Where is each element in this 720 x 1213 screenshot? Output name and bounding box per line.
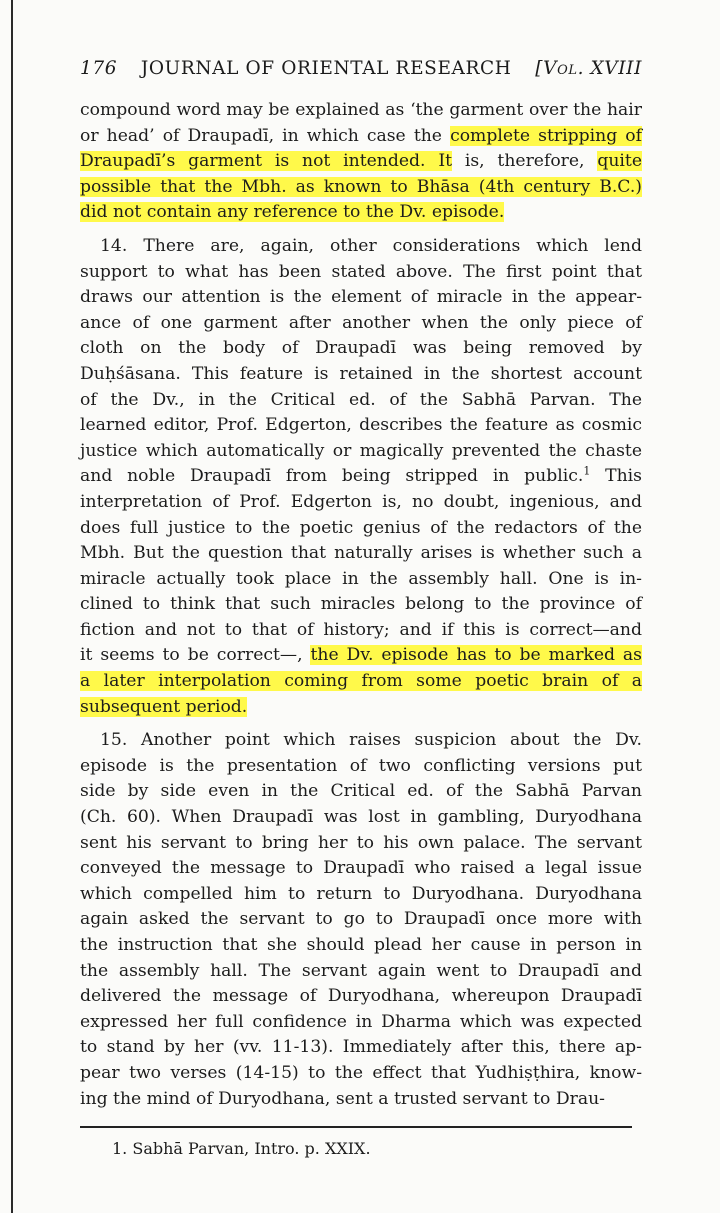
page-number: 176 xyxy=(80,58,118,79)
footnote: 1. Sabhā Parvan, Intro. p. XXIX. xyxy=(112,1139,371,1158)
text-run: which compelled him to return to Duryodhana. Duryodhana xyxy=(80,883,642,904)
highlighted-text: a later interpolation coming from some poetic brain of a xyxy=(80,671,642,692)
text-run: of the Dv., in the Critical ed. of the Sabhā Parvan. The xyxy=(80,389,642,410)
text-run: the instruction that she should plead her cause in person in xyxy=(80,935,642,955)
text-line xyxy=(80,618,642,644)
highlighted-text: subsequent period. xyxy=(80,696,248,717)
text-run: the assembly hall. The servant again went to Draupadī and xyxy=(80,960,642,981)
highlighted-text: the Dv. episode has to be marked as xyxy=(310,645,642,666)
text-line xyxy=(80,362,642,388)
text-run: Mbh. But the question that naturally arises is whether such a xyxy=(80,543,642,564)
footnote-marker: 1 xyxy=(583,464,591,478)
text-line xyxy=(80,175,642,201)
paragraph xyxy=(80,98,642,226)
text-line xyxy=(80,669,642,695)
text-run: sent his servant to bring her to his own palace. The servant xyxy=(80,832,642,853)
text-line xyxy=(80,439,642,465)
text-run: This xyxy=(590,466,642,487)
text-line xyxy=(80,464,642,490)
text-line xyxy=(80,1061,642,1087)
text-run: Duḥśāsana. This feature is retained in the shortest account xyxy=(80,363,642,384)
text-line xyxy=(80,490,642,516)
text-line xyxy=(80,933,642,959)
text-run: fiction and not to that of history; and if this is correct—and xyxy=(80,619,642,640)
text-run: (Ch. 60). When Draupadī was lost in gambling, Duryodhana xyxy=(80,807,642,828)
text-line xyxy=(80,200,642,226)
text-run: support to what has been stated above. The first point that xyxy=(80,261,642,282)
paragraph xyxy=(80,728,642,1112)
text-line xyxy=(80,779,642,805)
highlighted-text: did not contain any reference to the Dv. episode. xyxy=(80,202,505,223)
highlighted-text: complete stripping of xyxy=(450,125,642,146)
text-run: miracle actually took place in the assembly hall. One is in- xyxy=(80,568,642,589)
text-line xyxy=(80,728,642,754)
text-line xyxy=(80,805,642,831)
text-line xyxy=(80,882,642,908)
text-run: expressed her full confidence in Dharma which was expected xyxy=(80,1011,642,1032)
text-run: or head’ of Draupadī, in which case the xyxy=(80,125,451,146)
text-run: conveyed the message to Draupadī who raised a legal issue xyxy=(80,858,642,879)
text-run: ing the mind of Duryodhana, sent a trusted servant to Drau- xyxy=(80,1088,605,1109)
highlighted-text: possible that the Mbh. as known to Bhāsa (4th century B.C.) xyxy=(80,176,642,197)
text-line xyxy=(80,695,642,721)
text-line xyxy=(80,124,642,150)
footnote-rule xyxy=(80,1126,632,1128)
text-run: draws our attention is the element of miracle in the appear- xyxy=(80,287,642,308)
text-line xyxy=(80,260,642,286)
text-run: does full justice to the poetic genius of the redactors of the xyxy=(80,517,642,538)
highlighted-text: quite xyxy=(597,151,642,172)
text-run: 15. Another point which raises suspicion about the Dv. xyxy=(100,730,642,751)
text-run: compound word may be explained as ‘the garment over the hair xyxy=(80,100,642,120)
text-run: clined to think that such miracles belong to the province of xyxy=(80,594,642,615)
text-run: is, therefore, xyxy=(452,151,598,172)
page-edge-rule xyxy=(11,0,13,1213)
text-line xyxy=(80,592,642,618)
text-run: to stand by her (vv. 11-13). Immediately after this, there ap- xyxy=(80,1037,642,1058)
text-run: cloth on the body of Draupadī was being removed by xyxy=(80,338,642,359)
text-line xyxy=(80,388,642,414)
text-line xyxy=(80,1010,642,1036)
text-line xyxy=(80,149,642,175)
text-run: episode is the presentation of two conflicting versions put xyxy=(80,755,642,776)
text-run: justice which automatically or magically prevented the chaste xyxy=(80,440,642,461)
text-line xyxy=(80,541,642,567)
text-run: 14. There are, again, other considerations which lend xyxy=(100,235,642,256)
text-line xyxy=(80,754,642,780)
text-run: learned editor, Prof. Edgerton, describes the feature as cosmic xyxy=(80,415,642,436)
text-line xyxy=(80,516,642,542)
text-line xyxy=(80,959,642,985)
paragraph xyxy=(80,234,642,720)
text-run: ance of one garment after another when the only piece of xyxy=(80,312,642,333)
text-run: interpretation of Prof. Edgerton is, no doubt, ingenious, and xyxy=(80,491,642,512)
volume-label: [Vol. XVIII xyxy=(535,58,642,79)
text-line xyxy=(80,856,642,882)
text-line xyxy=(80,336,642,362)
body-text xyxy=(80,98,642,1112)
text-line xyxy=(80,1087,642,1113)
highlighted-text: Draupadī’s garment is not intended. It xyxy=(80,151,453,172)
text-line xyxy=(80,831,642,857)
journal-title: JOURNAL OF ORIENTAL RESEARCH xyxy=(140,58,512,79)
text-line xyxy=(80,907,642,933)
text-run: again asked the servant to go to Draupadī once more with xyxy=(80,909,642,930)
text-line xyxy=(80,643,642,669)
text-line xyxy=(80,567,642,593)
text-run: it seems to be correct—, xyxy=(80,645,311,666)
text-run: pear two verses (14-15) to the effect that Yudhiṣṭhira, know- xyxy=(80,1062,642,1083)
text-run: delivered the message of Duryodhana, whereupon Draupadī xyxy=(80,986,642,1007)
text-line xyxy=(80,98,642,124)
text-line xyxy=(80,285,642,311)
text-line xyxy=(80,234,642,260)
text-line xyxy=(80,311,642,337)
text-line xyxy=(80,984,642,1010)
text-line xyxy=(80,413,642,439)
running-header xyxy=(80,58,642,86)
text-line xyxy=(80,1035,642,1061)
text-run: side by side even in the Critical ed. of the Sabhā Parvan xyxy=(80,781,642,802)
text-run: and noble Draupadī from being stripped in public. xyxy=(80,466,584,487)
journal-page xyxy=(80,58,642,1112)
